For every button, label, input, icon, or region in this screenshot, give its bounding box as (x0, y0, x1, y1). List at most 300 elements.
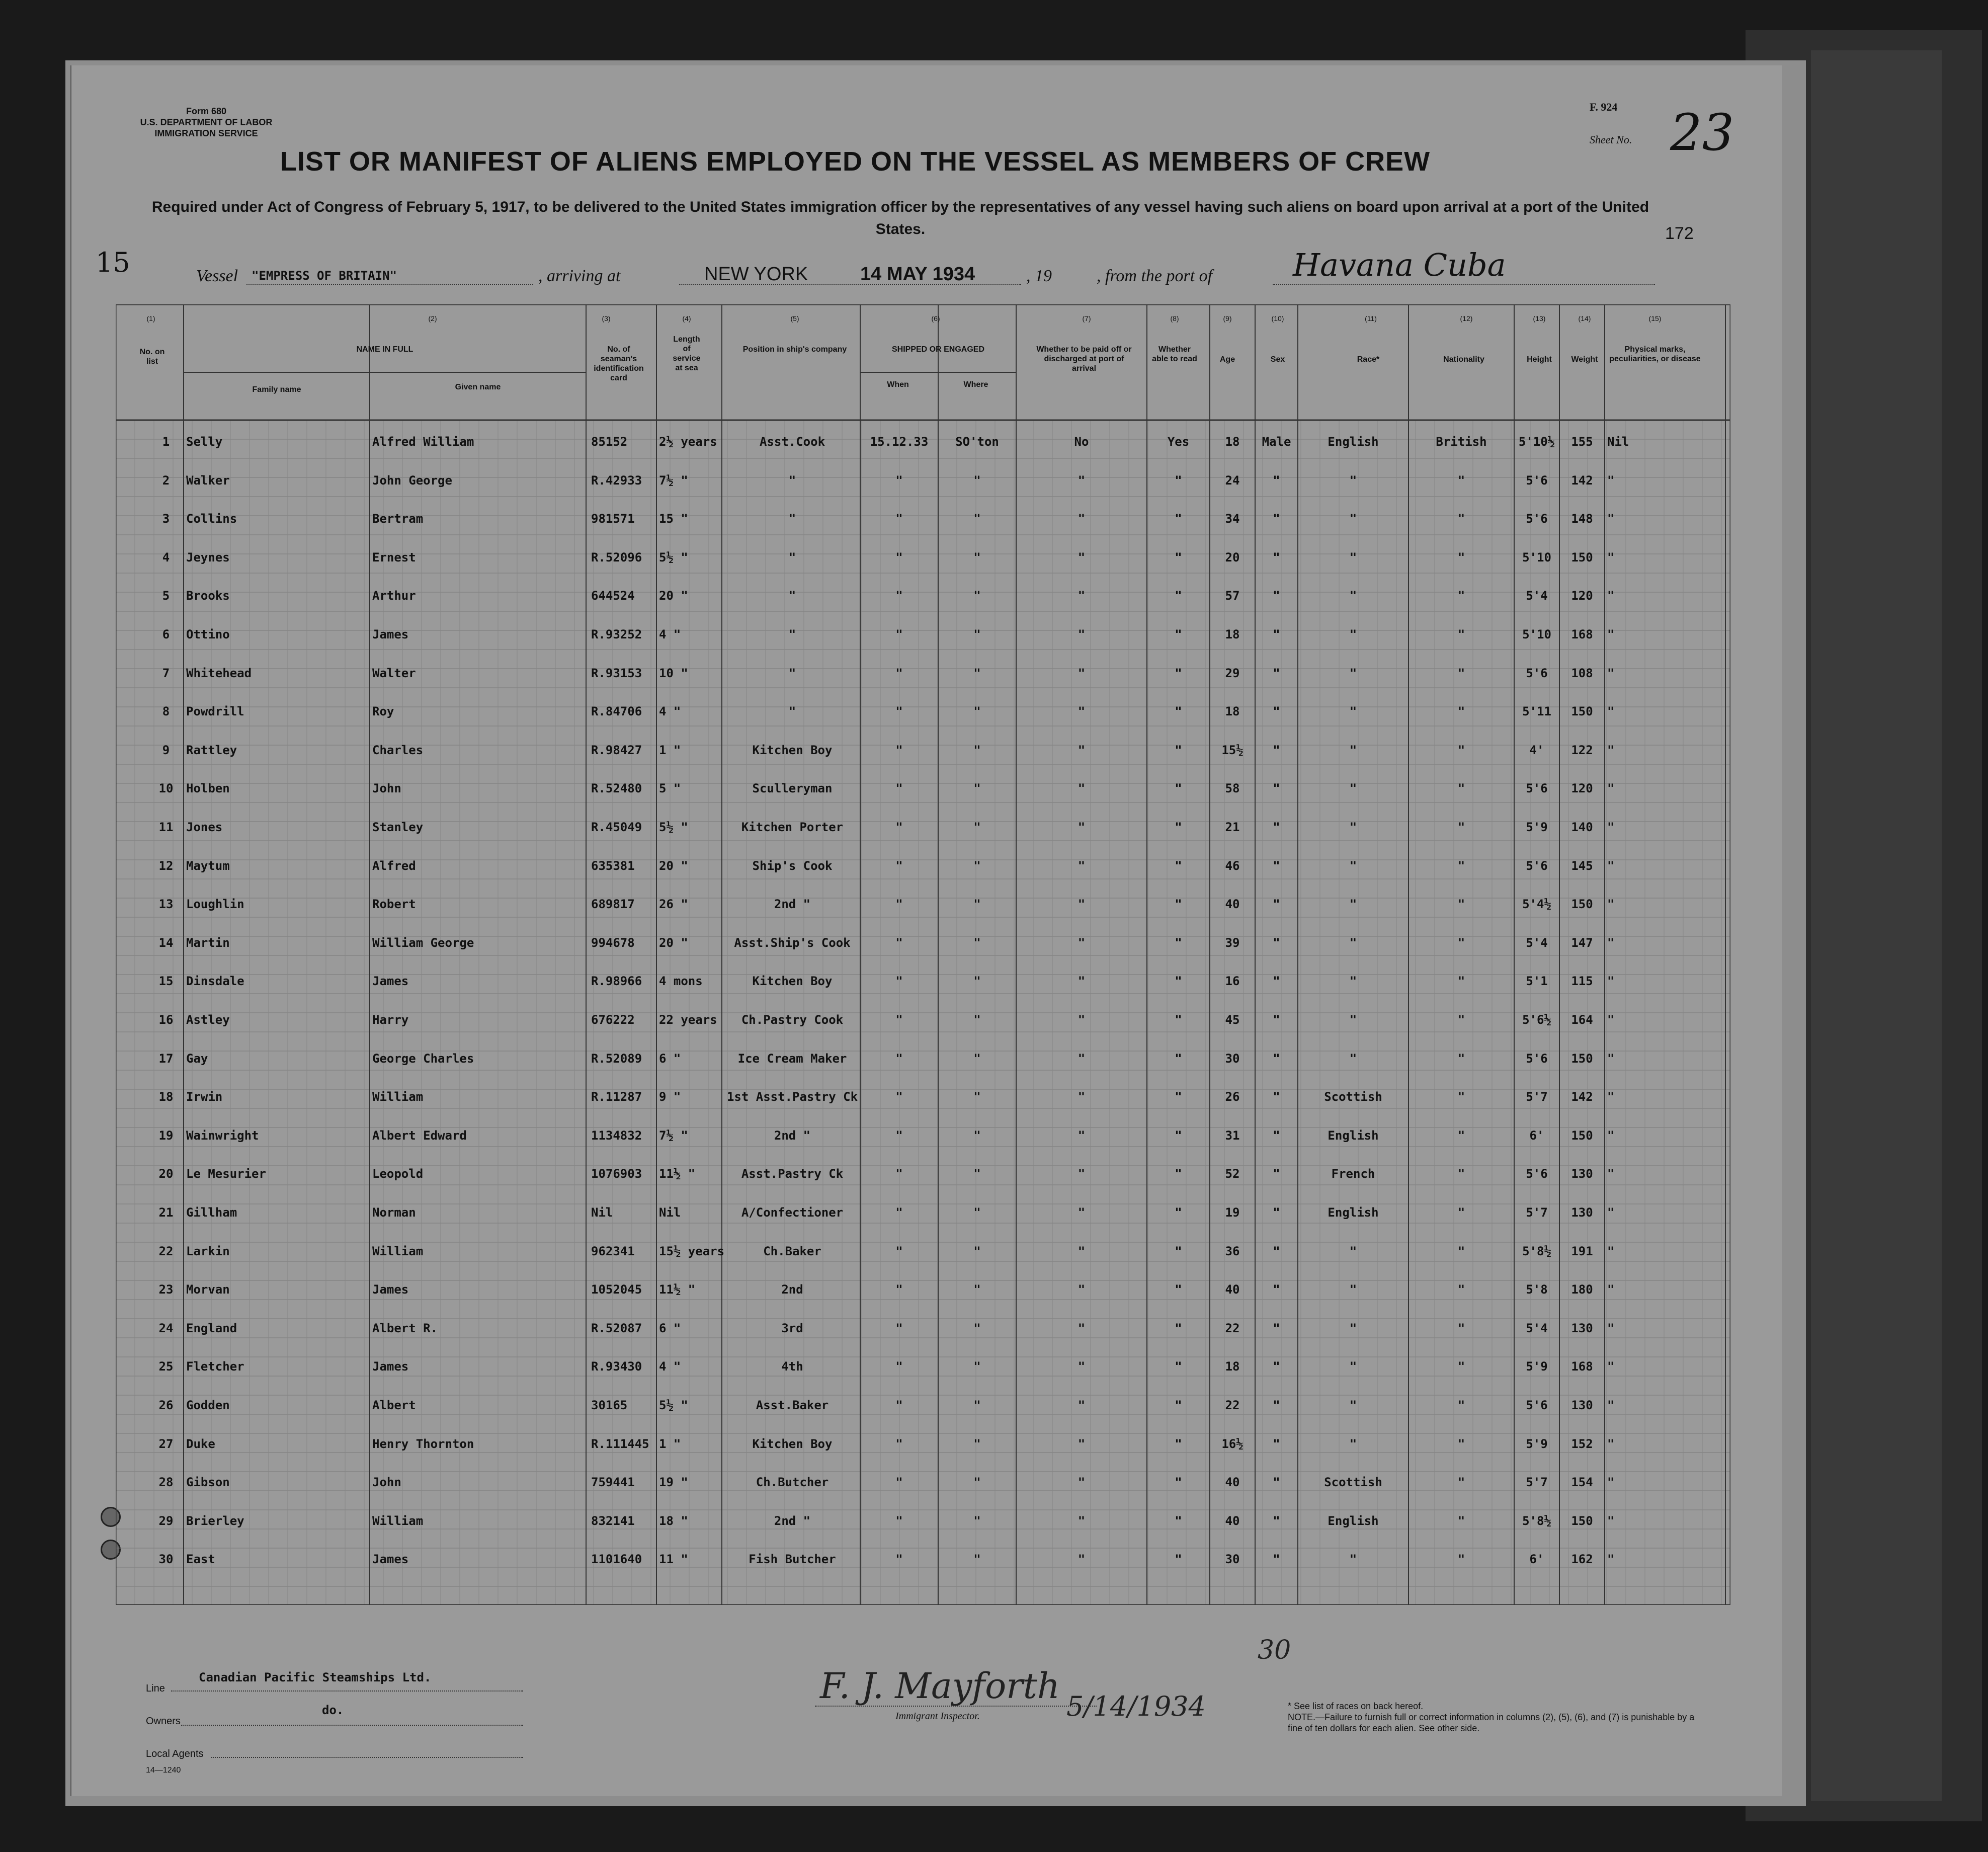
cell-where: " (973, 550, 981, 565)
table-row (116, 1078, 1730, 1115)
cell-given: Henry Thornton (372, 1436, 474, 1451)
cell-age: 18 (1225, 435, 1240, 449)
cell-position: Asst.Cook (759, 435, 825, 449)
cell-service: 11½ " (659, 1282, 696, 1297)
cell-race: Scottish (1324, 1090, 1382, 1104)
cell-service: 2½ years (659, 435, 717, 449)
col-physical-marks: Physical marks, peculiarities, or disease (1609, 345, 1701, 363)
col-num-8: (8) (1170, 314, 1179, 323)
cell-when: " (895, 627, 903, 641)
cell-family: Powdrill (186, 704, 244, 719)
cell-weight: 148 (1571, 512, 1593, 526)
arrival-date: 14 MAY 1934 (860, 264, 975, 285)
cell-where: " (973, 1398, 981, 1412)
cell-position: Kitchen Boy (752, 743, 833, 757)
cell-card: 30165 (591, 1398, 628, 1412)
cell-given: Albert R. (372, 1321, 438, 1335)
cell-no: 3 (162, 512, 170, 526)
cell-family: Gillham (186, 1205, 237, 1220)
cell-read: " (1175, 473, 1182, 488)
cell-nationality: " (1457, 1282, 1465, 1297)
cell-where: " (973, 858, 981, 873)
cell-service: 10 " (659, 666, 688, 680)
cell-read: " (1175, 1475, 1182, 1490)
cell-paid: " (1078, 1321, 1086, 1335)
cell-marks: " (1607, 781, 1615, 796)
cell-no: 6 (162, 627, 170, 641)
cell-read: " (1175, 820, 1182, 834)
form-number: Form 680 (186, 106, 227, 116)
cell-given: Arthur (372, 589, 416, 603)
cell-race: Scottish (1324, 1475, 1382, 1490)
cell-position: " (788, 589, 796, 603)
cell-age: 18 (1225, 704, 1240, 719)
cell-nationality: " (1457, 974, 1465, 989)
cell-age: 57 (1225, 589, 1240, 603)
table-row (116, 692, 1730, 730)
page-count: 172 (1665, 224, 1694, 243)
scan-background-edge (1811, 50, 1942, 1801)
cell-sex: " (1273, 512, 1280, 526)
cell-paid: " (1078, 935, 1086, 950)
cell-marks: " (1607, 512, 1615, 526)
cell-position: Kitchen Boy (752, 1436, 833, 1451)
cell-service: 9 " (659, 1090, 681, 1104)
cell-family: Martin (186, 935, 230, 950)
cell-position: Kitchen Boy (752, 974, 833, 989)
cell-read: " (1175, 1051, 1182, 1066)
table-row (116, 769, 1730, 807)
cell-age: 15½ (1221, 743, 1244, 757)
cell-nationality: " (1457, 1359, 1465, 1374)
cell-card: 962341 (591, 1244, 635, 1258)
inspector-signature: F. J. Mayforth (820, 1665, 1060, 1707)
cell-race: " (1349, 858, 1357, 873)
cell-height: 5'6½ (1522, 1013, 1551, 1027)
cell-card: 635381 (591, 858, 635, 873)
cell-when: " (895, 1321, 903, 1335)
cell-when: " (895, 858, 903, 873)
cell-height: 5'4 (1526, 1321, 1548, 1335)
cell-sex: " (1273, 1552, 1280, 1567)
cell-read: " (1175, 1013, 1182, 1027)
col-nationality: Nationality (1443, 355, 1484, 364)
handwritten-total: 30 (1258, 1635, 1291, 1665)
cell-card: R.42933 (591, 473, 642, 488)
cell-marks: " (1607, 1244, 1615, 1258)
cell-service: 20 " (659, 858, 688, 873)
col-num-11: (11) (1365, 314, 1377, 323)
cell-position: Ship's Cook (752, 858, 833, 873)
cell-nationality: " (1457, 1090, 1465, 1104)
cell-family: Dinsdale (186, 974, 244, 989)
cell-marks: Nil (1607, 435, 1629, 449)
cell-read: " (1175, 1436, 1182, 1451)
cell-weight: 150 (1571, 550, 1593, 565)
form-code: F. 924 (1590, 101, 1618, 113)
cell-position: 2nd " (774, 1513, 811, 1528)
cell-read: " (1175, 743, 1182, 757)
col-family-name: Family name (252, 385, 301, 394)
cell-read: " (1175, 1513, 1182, 1528)
cell-service: 15 " (659, 512, 688, 526)
cell-sex: " (1273, 974, 1280, 989)
cell-sex: " (1273, 1128, 1280, 1143)
cell-sex: " (1273, 473, 1280, 488)
table-row (116, 654, 1730, 691)
col-num-15: (15) (1648, 314, 1662, 323)
cell-marks: " (1607, 1282, 1615, 1297)
cell-race: " (1349, 550, 1357, 565)
cell-paid: " (1078, 897, 1086, 912)
cell-nationality: " (1457, 1244, 1465, 1258)
cell-nationality: " (1457, 781, 1465, 796)
cell-card: 689817 (591, 897, 635, 912)
cell-family: Duke (186, 1436, 215, 1451)
page-title: LIST OR MANIFEST OF ALIENS EMPLOYED ON THE VESSEL AS MEMBERS OF CREW (280, 146, 1431, 177)
cell-age: 58 (1225, 781, 1240, 796)
cell-race: English (1328, 1513, 1379, 1528)
cell-when: " (895, 1090, 903, 1104)
cell-position: A/Confectioner (741, 1205, 844, 1220)
cell-age: 34 (1225, 512, 1240, 526)
cell-marks: " (1607, 473, 1615, 488)
cell-where: " (973, 1282, 981, 1297)
cell-marks: " (1607, 1552, 1615, 1567)
signed-date: 5/14/1934 (1066, 1690, 1206, 1722)
cell-marks: " (1607, 935, 1615, 950)
cell-nationality: " (1457, 704, 1465, 719)
cell-nationality: " (1457, 1398, 1465, 1412)
cell-no: 24 (158, 1321, 174, 1335)
cell-paid: " (1078, 743, 1086, 757)
cell-service: Nil (659, 1205, 681, 1220)
cell-when: " (895, 666, 903, 680)
cell-position: Ch.Baker (763, 1244, 821, 1258)
col-height: Height (1527, 355, 1552, 364)
cell-card: 994678 (591, 935, 635, 950)
cell-nationality: " (1457, 550, 1465, 565)
cell-read: " (1175, 512, 1182, 526)
cell-marks: " (1607, 1475, 1615, 1490)
cell-marks: " (1607, 704, 1615, 719)
cell-sex: " (1273, 1013, 1280, 1027)
cell-weight: 108 (1571, 666, 1593, 680)
vessel-line (196, 247, 1655, 292)
cell-height: 6' (1529, 1128, 1544, 1143)
cell-no: 29 (158, 1513, 174, 1528)
cell-race: " (1349, 512, 1357, 526)
cell-service: 4 " (659, 1359, 681, 1374)
cell-no: 13 (158, 897, 174, 912)
cell-sex: " (1273, 897, 1280, 912)
cell-nationality: " (1457, 1051, 1465, 1066)
table-row (116, 1502, 1730, 1539)
cell-read: " (1175, 1205, 1182, 1220)
cell-position: " (788, 627, 796, 641)
cell-weight: 152 (1571, 1436, 1593, 1451)
cell-given: Leopold (372, 1167, 424, 1181)
cell-age: 45 (1225, 1013, 1240, 1027)
table-row (116, 1001, 1730, 1038)
cell-no: 28 (158, 1475, 174, 1490)
cell-race: English (1328, 1128, 1379, 1143)
cell-where: " (973, 1013, 981, 1027)
cell-no: 26 (158, 1398, 174, 1412)
cell-age: 52 (1225, 1167, 1240, 1181)
vessel-name: "EMPRESS OF BRITAIN" (252, 269, 397, 283)
cell-read: " (1175, 1552, 1182, 1567)
cell-race: " (1349, 1244, 1357, 1258)
cell-service: 1 " (659, 1436, 681, 1451)
cell-given: Robert (372, 897, 416, 912)
cell-sex: " (1273, 704, 1280, 719)
cell-read: " (1175, 897, 1182, 912)
cell-age: 22 (1225, 1321, 1240, 1335)
cell-marks: " (1607, 589, 1615, 603)
cell-family: Ottino (186, 627, 230, 641)
sheet-number: 23 (1670, 103, 1734, 162)
cell-where: " (973, 820, 981, 834)
page-subtitle: Required under Act of Congress of February 5, 1917, to be delivered to the United States immigration officer by the representatives of any vessel having such aliens on board upon arrival at a port of the United States. (151, 199, 1649, 237)
table-row (116, 1193, 1730, 1231)
cell-age: 20 (1225, 550, 1240, 565)
cell-weight: 142 (1571, 1090, 1593, 1104)
cell-card: R.11287 (591, 1090, 642, 1104)
cell-sex: " (1273, 1244, 1280, 1258)
cell-where: " (973, 1090, 981, 1104)
cell-position: 2nd " (774, 897, 811, 912)
cell-family: Larkin (186, 1244, 230, 1258)
cell-no: 2 (162, 473, 170, 488)
table-row (116, 1116, 1730, 1154)
cell-age: 40 (1225, 1513, 1240, 1528)
cell-no: 10 (158, 781, 174, 796)
cell-no: 12 (158, 858, 174, 873)
cell-sex: " (1273, 1475, 1280, 1490)
table-row (116, 461, 1730, 499)
cell-where: " (973, 1321, 981, 1335)
cell-card: 644524 (591, 589, 635, 603)
col-sex: Sex (1270, 355, 1285, 364)
cell-paid: " (1078, 473, 1086, 488)
cell-position: Asst.Baker (756, 1398, 829, 1412)
cell-when: " (895, 935, 903, 950)
cell-nationality: " (1457, 820, 1465, 834)
races-note: * See list of races on back hereof. (1288, 1701, 1424, 1711)
cell-age: 36 (1225, 1244, 1240, 1258)
cell-card: R.84706 (591, 704, 642, 719)
cell-paid: " (1078, 1436, 1086, 1451)
department-name: U.S. DEPARTMENT OF LABOR (140, 117, 273, 127)
cell-paid: " (1078, 1552, 1086, 1567)
cell-age: 40 (1225, 1475, 1240, 1490)
cell-height: 5'7 (1526, 1090, 1548, 1104)
cell-no: 21 (158, 1205, 174, 1220)
cell-height: 6' (1529, 1552, 1544, 1567)
cell-sex: " (1273, 1051, 1280, 1066)
cell-nationality: " (1457, 858, 1465, 873)
cell-card: 1076903 (591, 1167, 642, 1181)
cell-read: " (1175, 1128, 1182, 1143)
cell-marks: " (1607, 1167, 1615, 1181)
cell-sex: " (1273, 1205, 1280, 1220)
cell-where: " (973, 704, 981, 719)
cell-when: " (895, 1205, 903, 1220)
col-age: Age (1219, 355, 1235, 364)
cell-service: 19 " (659, 1475, 688, 1490)
cell-position: " (788, 550, 796, 565)
cell-when: " (895, 1475, 903, 1490)
cell-no: 25 (158, 1359, 174, 1374)
cell-given: William (372, 1513, 424, 1528)
cell-nationality: " (1457, 1552, 1465, 1567)
cell-where: " (973, 897, 981, 912)
cell-family: Rattley (186, 743, 237, 757)
cell-card: 1052045 (591, 1282, 642, 1297)
cell-height: 5'9 (1526, 1359, 1548, 1374)
cell-height: 5'4 (1526, 589, 1548, 603)
table-row (116, 731, 1730, 768)
cell-read: " (1175, 1090, 1182, 1104)
cell-paid: " (1078, 781, 1086, 796)
cell-race: " (1349, 1051, 1357, 1066)
cell-where: " (973, 1167, 981, 1181)
cell-service: 7½ " (659, 473, 688, 488)
cell-race: " (1349, 704, 1357, 719)
cell-marks: " (1607, 1205, 1615, 1220)
cell-height: 5'6 (1526, 858, 1548, 873)
cell-card: Nil (591, 1205, 613, 1220)
cell-given: James (372, 627, 409, 641)
cell-where: " (973, 935, 981, 950)
col-num-1: (1) (146, 314, 155, 323)
cell-marks: " (1607, 1359, 1615, 1374)
cell-height: 5'10 (1522, 627, 1551, 641)
cell-where: " (973, 1475, 981, 1490)
cell-when: " (895, 1436, 903, 1451)
cell-card: R.93430 (591, 1359, 642, 1374)
cell-height: 5'10½ (1518, 435, 1555, 449)
cell-card: R.111445 (591, 1436, 649, 1451)
cell-read: " (1175, 627, 1182, 641)
cell-age: 16 (1225, 974, 1240, 989)
cell-nationality: " (1457, 743, 1465, 757)
cell-weight: 130 (1571, 1398, 1593, 1412)
cell-height: 5'8½ (1522, 1244, 1551, 1258)
cell-paid: " (1078, 820, 1086, 834)
cell-given: James (372, 1552, 409, 1567)
cell-given: William (372, 1244, 424, 1258)
cell-service: 6 " (659, 1051, 681, 1066)
cell-nationality: " (1457, 1128, 1465, 1143)
from-label: , from the port of (1097, 267, 1213, 285)
table-row (116, 577, 1730, 614)
cell-race: " (1349, 1359, 1357, 1374)
service-name: IMMIGRATION SERVICE (154, 128, 258, 138)
cell-marks: " (1607, 1013, 1615, 1027)
footer-notes (1288, 1701, 1700, 1734)
cell-given: Roy (372, 704, 394, 719)
cell-read: " (1175, 1282, 1182, 1297)
cell-card: R.93252 (591, 627, 642, 641)
line-value: Canadian Pacific Steamships Ltd. (199, 1670, 432, 1684)
cell-sex: " (1273, 666, 1280, 680)
cell-where: " (973, 1128, 981, 1143)
cell-paid: " (1078, 1475, 1086, 1490)
table-row (116, 808, 1730, 845)
cell-height: 5'6 (1526, 781, 1548, 796)
cell-age: 30 (1225, 1552, 1240, 1567)
cell-given: Charles (372, 743, 424, 757)
cell-height: 5'7 (1526, 1205, 1548, 1220)
cell-race: " (1349, 897, 1357, 912)
cell-nationality: " (1457, 1013, 1465, 1027)
owners-value: do. (322, 1703, 344, 1717)
cell-sex: " (1273, 935, 1280, 950)
cell-nationality: " (1457, 1321, 1465, 1335)
from-port: Havana Cuba (1293, 247, 1506, 283)
owners-label: Owners (146, 1716, 181, 1727)
cell-race: " (1349, 1321, 1357, 1335)
cell-no: 19 (158, 1128, 174, 1143)
cell-family: East (186, 1552, 215, 1567)
cell-age: 19 (1225, 1205, 1240, 1220)
cell-where: " (973, 781, 981, 796)
cell-card: R.45049 (591, 820, 642, 834)
table-row (116, 1540, 1730, 1577)
cell-card: R.52089 (591, 1051, 642, 1066)
cell-where: " (973, 743, 981, 757)
cell-when: " (895, 589, 903, 603)
cell-sex: " (1273, 1359, 1280, 1374)
table-row (116, 1039, 1730, 1077)
cell-paid: " (1078, 1205, 1086, 1220)
col-able-read: Whether able to read (1152, 345, 1197, 363)
cell-age: 40 (1225, 897, 1240, 912)
cell-paid: " (1078, 666, 1086, 680)
cell-no: 20 (158, 1167, 174, 1181)
cell-paid: " (1078, 1359, 1086, 1374)
col-num-3: (3) (602, 314, 611, 323)
cell-card: 759441 (591, 1475, 635, 1490)
cell-marks: " (1607, 1051, 1615, 1066)
cell-position: Ice Cream Maker (737, 1051, 847, 1066)
cell-weight: 120 (1571, 781, 1593, 796)
cell-when: " (895, 1167, 903, 1181)
cell-height: 5'9 (1526, 1436, 1548, 1451)
col-length-service: Length of service at sea (673, 335, 701, 372)
cell-family: Wainwright (186, 1128, 259, 1143)
cell-service: 5½ " (659, 820, 688, 834)
cell-position: Asst.Pastry Ck (741, 1167, 844, 1181)
table-row (116, 615, 1730, 653)
cell-marks: " (1607, 666, 1615, 680)
cell-position: 2nd " (774, 1128, 811, 1143)
cell-when: " (895, 1552, 903, 1567)
cell-nationality: " (1457, 1513, 1465, 1528)
cell-paid: " (1078, 1128, 1086, 1143)
cell-height: 4' (1529, 743, 1544, 757)
col-position: Position in ship's company (742, 345, 847, 354)
col-name-in-full: NAME IN FULL (356, 345, 413, 354)
cell-height: 5'4½ (1522, 897, 1551, 912)
cell-service: 5½ " (659, 550, 688, 565)
cell-paid: " (1078, 550, 1086, 565)
table-row (116, 1232, 1730, 1269)
cell-nationality: " (1457, 897, 1465, 912)
cell-nationality: " (1457, 1167, 1465, 1181)
